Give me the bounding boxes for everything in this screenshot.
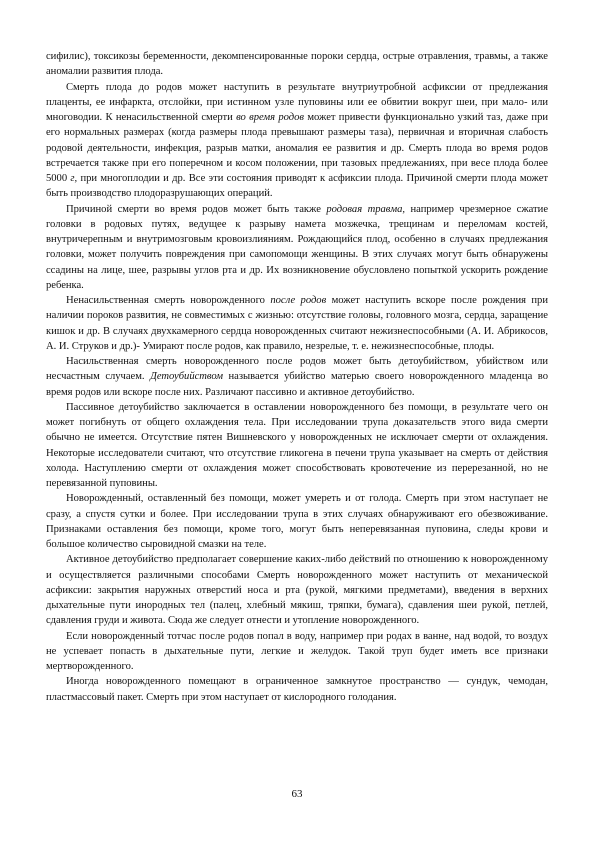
italic-term: Детоубийством: [150, 371, 223, 383]
paragraph: [46, 400, 548, 492]
paragraph: [46, 629, 548, 675]
paragraph: [46, 354, 548, 400]
italic-term: после родов: [270, 295, 327, 306]
page-number: 63: [291, 788, 303, 800]
text-segment: Иногда новорожденного помещают в ограниченное замкнутое пространство — сундук, чемодан, пластмассовый пакет. Смерть при этом наступает от кислородного голодания.: [46, 676, 548, 703]
text-segment: сифилис), токсикозы беременности, декомпенсированные пороки сердца, острые отравления, травмы, а также аномалии развития плода.: [46, 51, 548, 78]
italic-term: г,: [70, 173, 78, 184]
text-segment: Активное детоубийство предполагает совершение каких-либо действий по отношению к новорожденному и осуществляется различными способами Смерть новорожденного может наступить от механической асфиксии: закрытия наружных отверстий носа и рта (рукой, мягкими предметами), введения в верхних дыхательные пути инородных тел (палец, хлебный мякиш, тряпки, бумага), сдавления шеи рукой, петлей, сдавления груди и живота. Сюда же следует отнести и утопление новорожденного.: [46, 554, 548, 627]
text-segment: Новорожденный, оставленный без помощи, может умереть и от голода. Смерть при этом наступает не сразу, а спустя сутки и более. При исследовании трупа в этих случаях обнаруживают его обезвоживание. Признаками оставления без помощи, кроме того, могут быть неперевязанная пуповина, следы крови и большое количество сыровидной смазки на теле.: [46, 493, 548, 550]
text-segment: может привести функционально узкий таз, даже при его нормальных размерах (когда размеры плода превышают размеры таза), первичная и вторичная слабость родовой деятельности, инфекция, разрыв матки, аномалия ее развития и др. Смерть плода во время родов встречается также при его поперечном и косом положении, при тазовых предлежаниях, при весе плода более 5000: [46, 112, 549, 184]
paragraph: [46, 49, 548, 80]
italic-term: родовая травма,: [326, 203, 406, 215]
text-segment: при многоплодии и др. Все эти состояния приводят к асфиксии плода. Причиной смерти плода может быть производство плодоразрушающих операций.: [46, 173, 548, 200]
paragraph: [46, 491, 548, 552]
paragraph: [46, 202, 548, 294]
text-segment: называется убийство матерью своего новорожденного младенца во время родов или вскоре после них. Различают пассивно и активное детоубийство.: [46, 371, 548, 398]
text-segment: может наступить вскоре после рождения при наличии пороков развития, не совместимых с жизнью: отсутствие головы, головного мозга, сердца, заращение кишок и др. В случаях двухкамерного сердца новорожденных считают нежизнеспособными (А. И. Абрикосов, А. И. Струков и др.)- Умирают после родов, как правило, незрелые, т. е. нежизнеспособные, плоды.: [46, 295, 548, 352]
text-segment: например чрезмерное сжатие головки в родовых путях, ведущее к разрыву намета мозжечка, трещинам и переломам костей, внутричерепным и внутримозговым кровоизлияниям. Рождающийся плод, особенно в случаях предлежания головки, может получить повреждения при самопомощи женщины. В этих случаях могут быть обнаружены ссадины на лице, шее, разрывы углов рта и др. Их возникновение обусловлено попыткой ускорить рождение ребенка.: [46, 203, 549, 291]
paragraph: [46, 674, 548, 705]
paragraph: [46, 552, 548, 628]
paragraph: [46, 80, 548, 202]
body-text: [46, 49, 548, 705]
text-segment: Пассивное детоубийство заключается в оставлении новорожденного без помощи, в результате чего он может погибнуть от общего охлаждения тела. При исследовании трупа доказательств этого вида смерти обычно не имеется. Отсутствие пятен Вишневского у новорожденных не исключает смерти от охлаждения. Некоторые исследователи считают, что отсутствие гликогена в печени трупа указывает на смерть от действия холода. Наступлению смерти от охлаждения может способствовать кровотечение из перерезанной, но не перевязанной пуповины.: [46, 401, 548, 489]
text-segment: Смерть плода до родов может наступить в результате внутриутробной асфиксии от предлежания плаценты, ее инфаркта, отслойки, при истинном узле пуповины или ее обвитии вокруг шеи, при мало- или многоводии. К ненасильственной смерти: [46, 81, 548, 123]
text-segment: Ненасильственная смерть новорожденного: [66, 295, 271, 306]
italic-term: во время родов: [236, 112, 305, 123]
paragraph: [46, 293, 548, 354]
text-segment: Причиной смерти во время родов может быть также: [66, 203, 327, 215]
text-segment: Насильственная смерть новорожденного после родов может быть детоубийством, убийством или несчастным случаем.: [46, 356, 548, 383]
text-segment: Если новорожденный тотчас после родов попал в воду, например при родах в ванне, над водой, то воздух не успевает попасть в дыхательные пути, легкие и желудок. Такой труп будет иметь все признаки мертворожденного.: [46, 630, 548, 672]
